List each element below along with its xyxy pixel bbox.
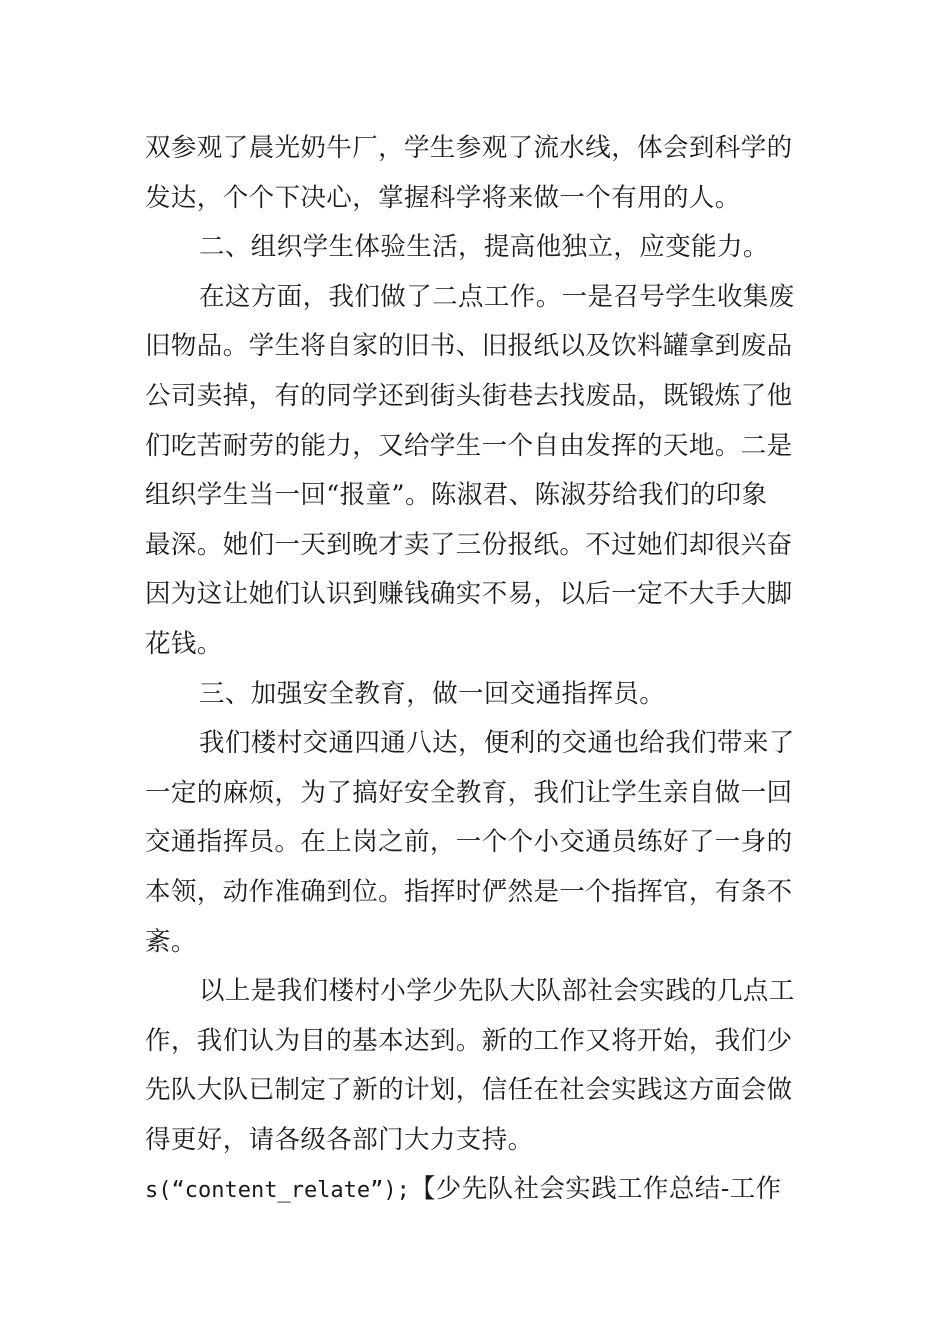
section-heading-3: 三、加强安全教育，做一回交通指挥员。 [199, 678, 666, 709]
paragraph-3-line-8: 花钱。 [145, 628, 223, 659]
document-body [145, 124, 810, 1215]
paragraph-6-line-4: 得更好，请各级各部门大力支持。 [145, 1124, 534, 1155]
paragraph-3-line-1: 在这方面，我们做了二点工作。一是召号学生收集废 [199, 281, 795, 312]
paragraph-6-line-2: 作，我们认为目的基本达到。新的工作又将开始，我们少 [145, 1025, 793, 1056]
paragraph-5-line-3: 交通指挥员。在上岗之前，一个个小交通员练好了一身的 [145, 827, 793, 858]
footer-script-line [145, 1165, 810, 1215]
paragraph-3-line-2: 旧物品。学生将自家的旧书、旧报纸以及饮料罐拿到废品 [145, 331, 793, 362]
footer-code-fragment: s(“content_relate”); [145, 1178, 410, 1204]
paragraph-3-line-4: 们吃苦耐劳的能力，又给学生一个自由发挥的天地。二是 [145, 430, 793, 461]
paragraph-5-line-4: 本领，动作准确到位。指挥时俨然是一个指挥官，有条不 [145, 876, 793, 907]
paragraph-5-line-2: 一定的麻烦，为了搞好安全教育，我们让学生亲自做一回 [145, 777, 793, 808]
paragraph-3-line-6: 最深。她们一天到晚才卖了三份报纸。不过她们却很兴奋 [145, 529, 793, 560]
paragraph-1-line-2: 发达，个个下决心，掌握科学将来做一个有用的人。 [145, 182, 741, 213]
paragraph-5-line-1: 我们楼村交通四通八达，便利的交通也给我们带来了 [199, 728, 795, 759]
paragraph-1-line-1: 双参观了晨光奶牛厂，学生参观了流水线，体会到科学的 [145, 133, 793, 163]
paragraph-3-line-7: 因为这让她们认识到赚钱确实不易，以后一定不大手大脚 [145, 579, 793, 610]
paragraph-3-line-3: 公司卖掉，有的同学还到街头街巷去找废品，既锻炼了他 [145, 380, 793, 411]
paragraph-5-line-5: 紊。 [145, 926, 197, 957]
paragraph-3-line-5: 组织学生当一回“报童”。陈淑君、陈淑芬给我们的印象 [145, 480, 768, 511]
section-heading-2: 二、组织学生体验生活，提高他独立，应变能力。 [199, 232, 769, 263]
footer-title-fragment: 【少先队社会实践工作总结-工作 [409, 1174, 782, 1205]
paragraph-6-line-1: 以上是我们楼村小学少先队大队部社会实践的几点工 [199, 976, 795, 1007]
paragraph-6-line-3: 先队大队已制定了新的计划，信任在社会实践这方面会做 [145, 1075, 793, 1106]
